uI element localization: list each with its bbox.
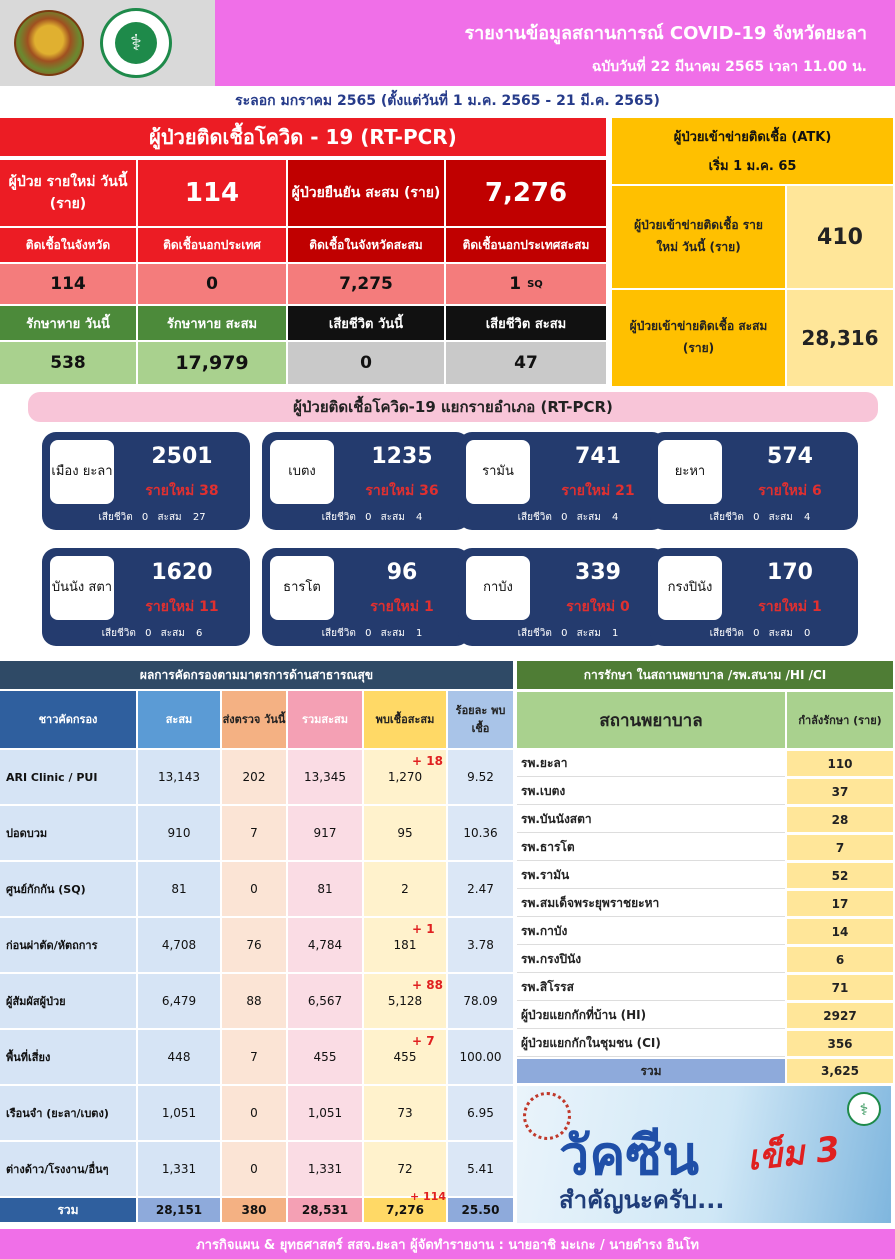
screening-increase: + 7: [412, 1034, 435, 1048]
hospital-title: การรักษา ในสถานพยาบาล /รพ.สนาม /HI /CI: [517, 661, 893, 689]
screening-increase: + 18: [412, 754, 443, 768]
screening-cell-found: 455: [364, 1030, 446, 1086]
screening-cell-pct: 5.41: [448, 1142, 513, 1198]
district-card: [650, 548, 858, 646]
screening-cell-pct: 78.09: [448, 974, 513, 1030]
screening-cell-today: 76: [222, 918, 286, 974]
vaccine-banner: [517, 1086, 891, 1223]
screening-cell-found: 2: [364, 862, 446, 918]
district-card: [458, 432, 666, 530]
district-total: 170: [767, 560, 813, 585]
screening-title: ผลการคัดกรองตามมาตรการด้านสาธารณสุข: [0, 661, 513, 689]
screening-cell-cum: 4,708: [138, 918, 220, 974]
hospital-name: รพ.กาบัง: [517, 919, 785, 945]
screening-cell-total: 6,567: [288, 974, 362, 1030]
screening-cell-today: 202: [222, 750, 286, 806]
hospital-total-label: รวม: [517, 1059, 785, 1083]
hospital-name: ผู้ป่วยแยกกักในชุมชน (CI): [517, 1031, 785, 1057]
hospital-col-count: กำลังรักษา (ราย): [787, 692, 893, 748]
district-name: บันนัง สตา: [50, 556, 114, 620]
screening-cell-today: 7: [222, 1030, 286, 1086]
report-title: รายงานข้อมูลสถานการณ์ COVID-19 จังหวัดยะลา: [464, 23, 867, 44]
cumulative-cases-label: ผู้ป่วยยืนยัน สะสม (ราย): [288, 160, 446, 228]
deaths-cum-value: 47: [446, 342, 608, 386]
district-name: เมือง ยะลา: [50, 440, 114, 504]
sub-label-local: ติดเชื้อในจังหวัด: [0, 228, 138, 264]
screening-cell-pct: 10.36: [448, 806, 513, 862]
death-today: 0: [561, 512, 568, 523]
screening-cell-today: 0: [222, 862, 286, 918]
screening-cell-name: พื้นที่เสี่ยง: [0, 1030, 136, 1086]
new-cases-label: ผู้ป่วย รายใหม่ วันนี้ (ราย): [0, 160, 138, 228]
hospital-count: 71: [787, 975, 893, 1001]
hospital-total-value: 3,625: [787, 1059, 893, 1083]
death-cum: 4: [804, 512, 811, 523]
atk-new-value: 410: [787, 186, 893, 288]
death-cum: 6: [196, 628, 203, 639]
health-ministry-logo-icon: ⚕: [100, 8, 172, 78]
screening-cell-cum: 1,331: [138, 1142, 220, 1198]
screening-cell-name: ก่อนผ่าตัด/หัตถการ: [0, 918, 136, 974]
district-new: รายใหม่ 6: [758, 483, 822, 499]
footer: ภารกิจแผน & ยุทธศาสตร์ สสจ.ยะลา ผู้จัดทำรายงาน : นายอาชิ มะเกะ / นายดำรง อินโท: [0, 1229, 895, 1259]
cum-label: สะสม: [768, 512, 793, 523]
district-card: [458, 548, 666, 646]
screening-increase: + 1: [412, 922, 435, 936]
screening-header: สะสม: [138, 691, 220, 748]
vaccine-slogan: สำคัญนะครับ...: [559, 1186, 725, 1214]
death-cum: 27: [192, 512, 206, 523]
hospital-name: รพ.สิโรรส: [517, 975, 785, 1001]
district-name: เบตง: [270, 440, 334, 504]
sub-label-abroad-cum: ติดเชื้อนอกประเทศสะสม: [446, 228, 608, 264]
screening-cell-found: 73: [364, 1086, 446, 1142]
pcr-title: ผู้ป่วยติดเชื้อโควิด - 19 (RT-PCR): [0, 118, 608, 158]
screening-total-cum: 28,151: [138, 1198, 220, 1224]
screening-cell-total: 13,345: [288, 750, 362, 806]
hospital-name: รพ.บันนังสตา: [517, 807, 785, 833]
hospital-count: 110: [787, 751, 893, 777]
district-deaths: [282, 626, 462, 641]
screening-cell-total: 1,051: [288, 1086, 362, 1142]
hospital-count: 37: [787, 779, 893, 805]
screening-header: ร้อยละ พบเชื้อ: [448, 691, 513, 748]
cum-label: สะสม: [380, 628, 405, 639]
screening-total-increase: + 114: [410, 1190, 447, 1203]
death-label: เสียชีวิต: [709, 512, 744, 523]
death-today: 0: [753, 512, 760, 523]
hospital-count: 7: [787, 835, 893, 861]
district-card: [42, 432, 250, 530]
sub-value-local-cum: 7,275: [288, 264, 446, 306]
district-card: [262, 432, 470, 530]
death-today: 0: [365, 628, 372, 639]
death-today: 0: [141, 512, 149, 523]
screening-cell-today: 0: [222, 1142, 286, 1198]
death-label: เสียชีวิต: [517, 628, 552, 639]
death-label: เสียชีวิต: [517, 512, 552, 523]
cum-label: สะสม: [768, 628, 793, 639]
atk-cum-value: 28,316: [787, 290, 893, 386]
district-total: 339: [575, 560, 621, 585]
district-name: กรงปินัง: [658, 556, 722, 620]
death-today: 0: [365, 512, 372, 523]
hospital-name: รพ.เบตง: [517, 779, 785, 805]
district-total: 1235: [371, 444, 433, 469]
provincial-seal-icon: [14, 10, 84, 76]
atk-new-label: ผู้ป่วยเข้าข่ายติดเชื้อ รายใหม่ วันนี้ (ราย): [612, 186, 785, 288]
atk-subtitle: เริ่ม 1 ม.ค. 65: [708, 159, 797, 174]
deaths-today-label: เสียชีวิต วันนี้: [288, 306, 446, 342]
screening-cell-today: 0: [222, 1086, 286, 1142]
screening-cell-name: ต่างด้าว/โรงงาน/อื่นๆ: [0, 1142, 136, 1198]
hospital-name: รพ.รามัน: [517, 863, 785, 889]
screening-cell-pct: 100.00: [448, 1030, 513, 1086]
district-card: [650, 432, 858, 530]
death-label: เสียชีวิต: [101, 628, 136, 639]
district-new: รายใหม่ 21: [561, 483, 635, 499]
district-deaths: [478, 626, 658, 641]
screening-cell-cum: 6,479: [138, 974, 220, 1030]
district-deaths: [62, 510, 242, 525]
screening-cell-total: 81: [288, 862, 362, 918]
hospital-count: 52: [787, 863, 893, 889]
death-label: เสียชีวิต: [709, 628, 744, 639]
cumulative-cases-value: 7,276: [446, 160, 608, 228]
district-deaths: [282, 510, 462, 525]
screening-total-name: รวม: [0, 1198, 136, 1224]
screening-cell-pct: 9.52: [448, 750, 513, 806]
screening-total-today: 380: [222, 1198, 286, 1224]
death-cum: 1: [612, 628, 619, 639]
report-period: ระลอก มกราคม 2565 (ตั้งแต่วันที่ 1 ม.ค. 2565 - 21 มี.ค. 2565): [235, 93, 660, 109]
district-card: [42, 548, 250, 646]
district-name: กาบัง: [466, 556, 530, 620]
recovered-cum-label: รักษาหาย สะสม: [138, 306, 288, 342]
atk-title: ผู้ป่วยเข้าข่ายติดเชื้อ (ATK): [673, 130, 832, 145]
district-name: ยะหา: [658, 440, 722, 504]
hospital-count: 2927: [787, 1003, 893, 1029]
district-deaths: [670, 626, 850, 641]
screening-cell-cum: 448: [138, 1030, 220, 1086]
hospital-name: รพ.ยะลา: [517, 751, 785, 777]
atk-header: [612, 118, 893, 184]
screening-cell-found: 95: [364, 806, 446, 862]
hospital-col-name: สถานพยาบาล: [517, 692, 785, 748]
cum-label: สะสม: [576, 512, 601, 523]
screening-header: รวมสะสม: [288, 691, 362, 748]
death-label: เสียชีวิต: [98, 512, 133, 523]
screening-header: ส่งตรวจ วันนี้: [222, 691, 286, 748]
death-cum: 4: [416, 512, 423, 523]
district-deaths: [62, 626, 242, 641]
sub-value-abroad: 0: [138, 264, 288, 306]
screening-header: ชาวคัดกรอง: [0, 691, 136, 748]
screening-header: พบเชื้อสะสม: [364, 691, 446, 748]
district-total: 1620: [151, 560, 213, 585]
district-card: [262, 548, 470, 646]
screening-cell-pct: 2.47: [448, 862, 513, 918]
screening-cell-cum: 81: [138, 862, 220, 918]
sub-value-abroad-cum: [446, 264, 608, 306]
hospital-count: 6: [787, 947, 893, 973]
report-date: ฉบับวันที่ 22 มีนาคม 2565 เวลา 11.00 น.: [591, 59, 867, 75]
district-total: 741: [575, 444, 621, 469]
screening-cell-name: ศูนย์กักกัน (SQ): [0, 862, 136, 918]
cum-label: สะสม: [157, 512, 182, 523]
screening-cell-cum: 910: [138, 806, 220, 862]
district-total: 96: [386, 560, 418, 585]
death-label: เสียชีวิต: [321, 628, 356, 639]
screening-cell-name: ผู้สัมผัสผู้ป่วย: [0, 974, 136, 1030]
death-today: 0: [561, 628, 568, 639]
sub-label-abroad: ติดเชื้อนอกประเทศ: [138, 228, 288, 264]
abroad-cum-number: 1: [509, 274, 522, 294]
screening-cell-found: 5,128: [364, 974, 446, 1030]
screening-cell-cum: 13,143: [138, 750, 220, 806]
death-cum: 4: [612, 512, 619, 523]
screening-cell-name: ARI Clinic / PUI: [0, 750, 136, 806]
screening-increase: + 88: [412, 978, 443, 992]
hospital-count: 14: [787, 919, 893, 945]
cum-label: สะสม: [380, 512, 405, 523]
screening-cell-today: 88: [222, 974, 286, 1030]
district-total: 574: [767, 444, 813, 469]
screening-cell-today: 7: [222, 806, 286, 862]
recovered-cum-value: 17,979: [138, 342, 288, 386]
screening-cell-name: ปอดบวม: [0, 806, 136, 862]
death-today: 0: [145, 628, 152, 639]
screening-cell-name: เรือนจำ (ยะลา/เบตง): [0, 1086, 136, 1142]
hospital-name: รพ.กรงปินัง: [517, 947, 785, 973]
cum-label: สะสม: [160, 628, 185, 639]
screening-cell-total: 917: [288, 806, 362, 862]
hospital-count: 28: [787, 807, 893, 833]
atk-cum-label: ผู้ป่วยเข้าข่ายติดเชื้อ สะสม (ราย): [612, 290, 785, 386]
hospital-name: รพ.ธารโต: [517, 835, 785, 861]
screening-cell-total: 4,784: [288, 918, 362, 974]
screening-cell-total: 1,331: [288, 1142, 362, 1198]
hospital-name: รพ.สมเด็จพระยุพราชยะหา: [517, 891, 785, 917]
district-name: ธารโต: [270, 556, 334, 620]
vaccine-word: วัคซีน: [559, 1124, 700, 1187]
screening-cell-pct: 6.95: [448, 1086, 513, 1142]
district-name: รามัน: [466, 440, 530, 504]
cum-label: สะสม: [576, 628, 601, 639]
hospital-name: ผู้ป่วยแยกกักที่บ้าน (HI): [517, 1003, 785, 1029]
ministry-icon: ⚕: [847, 1092, 881, 1126]
deaths-today-value: 0: [288, 342, 446, 386]
district-deaths: [478, 510, 658, 525]
screening-cell-cum: 1,051: [138, 1086, 220, 1142]
screening-cell-pct: 3.78: [448, 918, 513, 974]
district-new: รายใหม่ 36: [365, 483, 439, 499]
new-cases-value: 114: [138, 160, 288, 228]
screening-cell-total: 455: [288, 1030, 362, 1086]
screening-cell-found: 181: [364, 918, 446, 974]
death-today: 0: [753, 628, 760, 639]
screening-total-found: 7,276: [364, 1198, 446, 1224]
district-deaths: [670, 510, 850, 525]
district-new: รายใหม่ 38: [145, 483, 219, 499]
sq-note: SQ: [527, 278, 543, 290]
screening-total-total: 28,531: [288, 1198, 362, 1224]
sub-label-local-cum: ติดเชื้อในจังหวัดสะสม: [288, 228, 446, 264]
death-label: เสียชีวิต: [321, 512, 356, 523]
recovered-today-value: 538: [0, 342, 138, 386]
district-total: 2501: [151, 444, 213, 469]
screening-total-pct: 25.50: [448, 1198, 513, 1224]
screening-cell-found: 1,270: [364, 750, 446, 806]
deaths-cum-label: เสียชีวิต สะสม: [446, 306, 608, 342]
hospital-count: 356: [787, 1031, 893, 1057]
recovered-today-label: รักษาหาย วันนี้: [0, 306, 138, 342]
district-new: รายใหม่ 11: [145, 599, 219, 615]
sub-value-local: 114: [0, 264, 138, 306]
district-new: รายใหม่ 1: [370, 599, 434, 615]
hospital-count: 17: [787, 891, 893, 917]
district-new: รายใหม่ 0: [566, 599, 630, 615]
death-cum: 1: [416, 628, 423, 639]
death-cum: 0: [804, 628, 811, 639]
screening-cell-found: 72: [364, 1142, 446, 1198]
district-title: ผู้ป่วยติดเชื้อโควิด-19 แยกรายอำเภอ (RT-PCR): [28, 392, 878, 422]
dose-3: เข็ม 3: [745, 1129, 842, 1179]
district-new: รายใหม่ 1: [758, 599, 822, 615]
